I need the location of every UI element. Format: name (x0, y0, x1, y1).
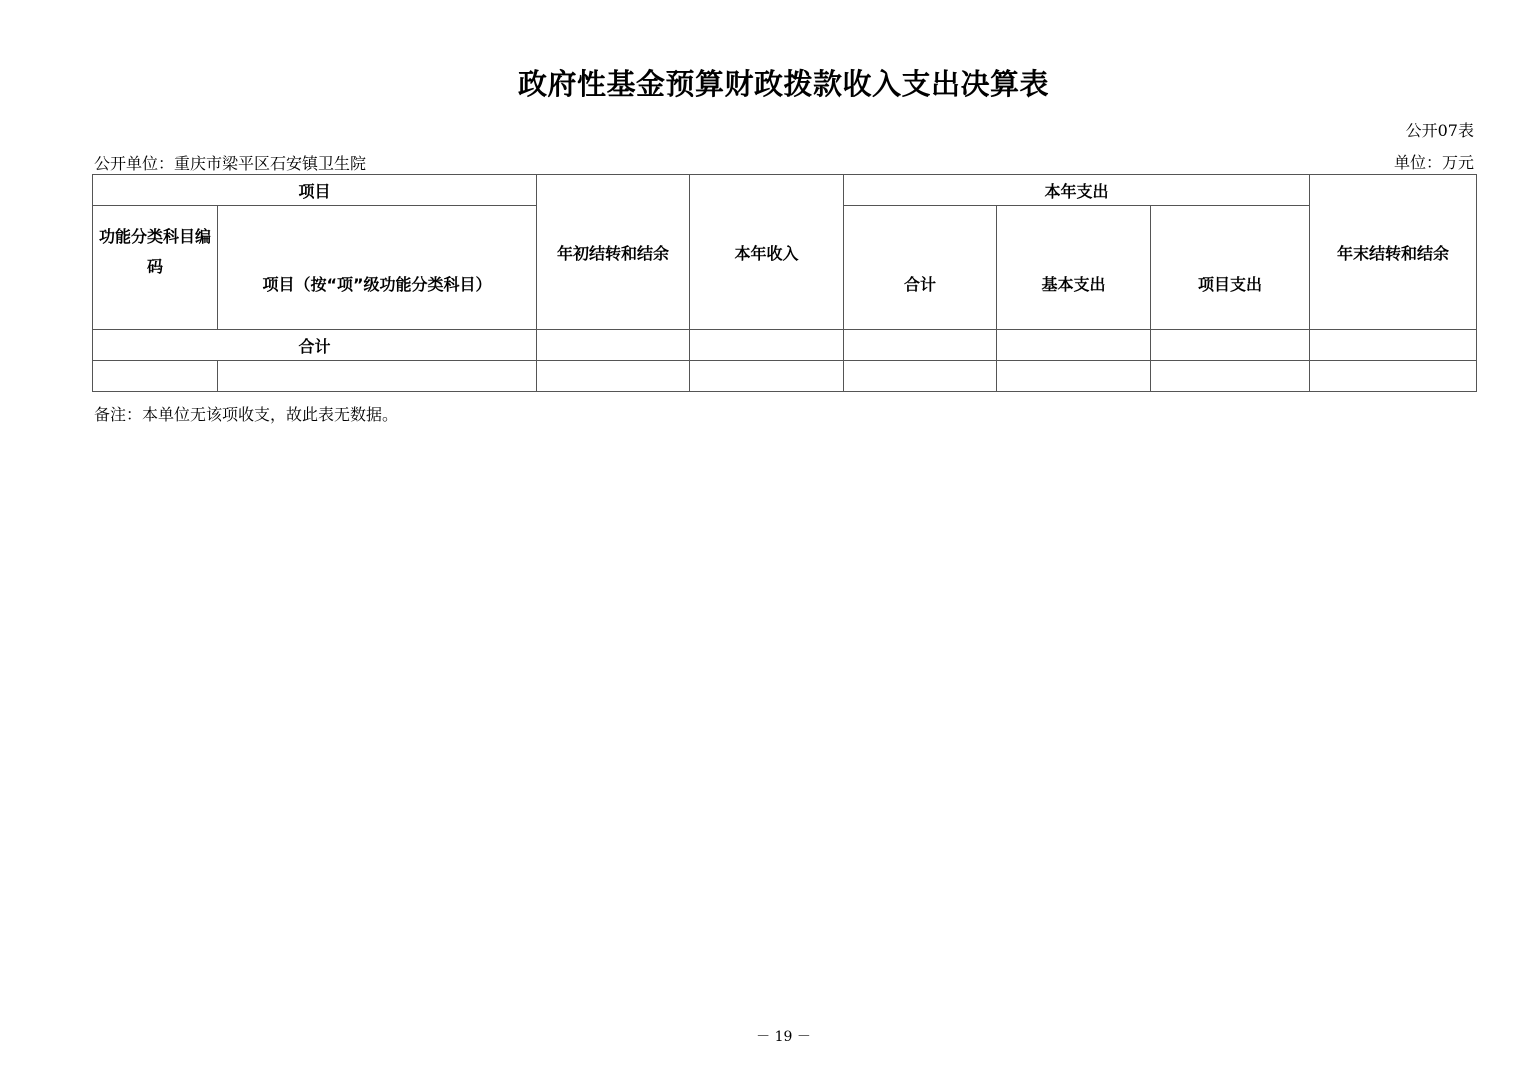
header-expense-total (844, 206, 997, 330)
header-expense-basic (997, 206, 1151, 330)
header-closing-balance: 年末结转和结余 (1310, 175, 1477, 330)
row-opening-balance (537, 361, 690, 392)
total-expense-basic (997, 330, 1151, 361)
budget-table (92, 174, 1477, 392)
reporting-unit: 公开单位：重庆市梁平区石安镇卫生院 (94, 154, 367, 173)
page-number: － 19 － (756, 1029, 811, 1045)
header-item-detail-label: 项目（按“项”级功能分类科目） (262, 275, 492, 294)
row-code (93, 361, 218, 392)
table-row-total (93, 330, 1477, 361)
page-title: 政府性基金预算财政拨款收入支出决算表 (517, 67, 1049, 101)
note: 备注：本单位无该项收支，故此表无数据。 (94, 405, 399, 424)
row-closing-balance (1310, 361, 1477, 392)
row-income (690, 361, 844, 392)
total-expense-total (844, 330, 997, 361)
header-income: 本年收入 (690, 175, 844, 330)
header-item: 项目 (93, 175, 537, 206)
header-expense: 本年支出 (844, 175, 1310, 206)
table-row (93, 361, 1477, 392)
total-label: 合计 (93, 330, 537, 361)
row-item (218, 361, 537, 392)
row-expense-project (1151, 361, 1310, 392)
row-expense-basic (997, 361, 1151, 392)
currency-unit: 单位：万元 (1393, 153, 1474, 172)
form-code: 公开07表 (1405, 121, 1474, 140)
header-opening-balance: 年初结转和结余 (537, 175, 690, 330)
total-income (690, 330, 844, 361)
header-expense-project-label: 项目支出 (1198, 275, 1263, 294)
header-expense-total-label: 合计 (904, 275, 937, 294)
total-expense-project (1151, 330, 1310, 361)
header-row-1 (93, 175, 1477, 206)
total-opening-balance (537, 330, 690, 361)
total-closing-balance (1310, 330, 1477, 361)
header-code-label: 功能分类科目编码 (99, 226, 212, 276)
header-expense-basic-label: 基本支出 (1041, 275, 1106, 294)
row-expense-total (844, 361, 997, 392)
header-item-detail (218, 206, 537, 330)
header-expense-project (1151, 206, 1310, 330)
header-code (93, 206, 218, 330)
